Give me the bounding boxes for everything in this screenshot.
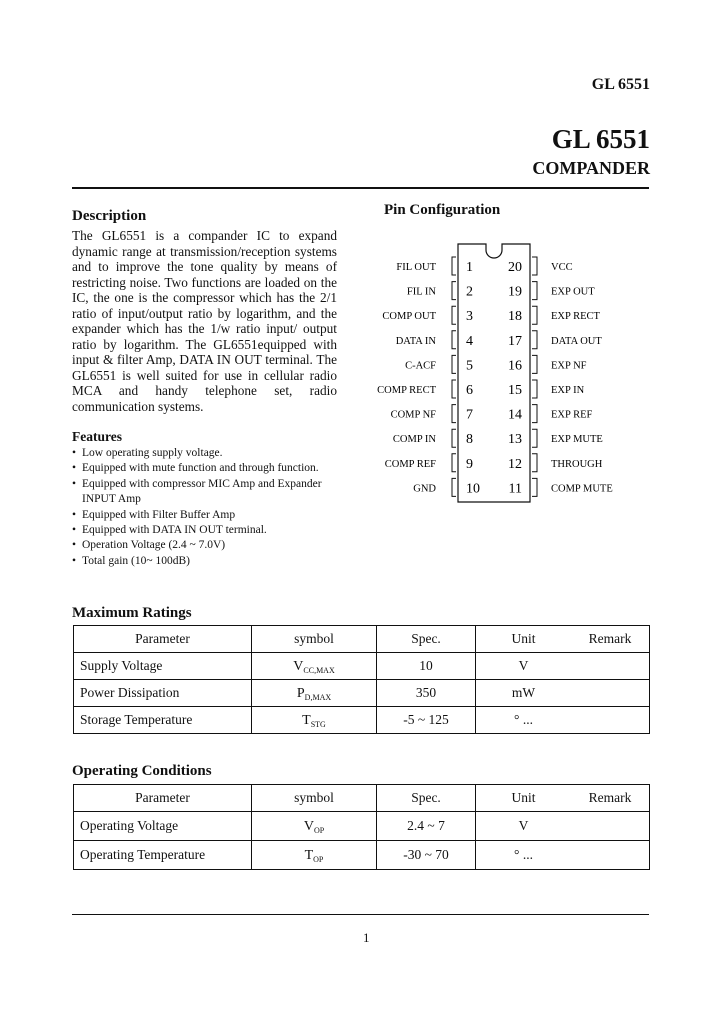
- pin-label: EXP RECT: [551, 311, 600, 323]
- pin-label: COMP OUT: [382, 311, 436, 323]
- pin-label: EXP REF: [551, 409, 593, 421]
- col-header-unit: Unit: [476, 785, 572, 812]
- cell-parameter: Storage Temperature: [74, 707, 252, 734]
- pin-number: 1: [466, 260, 473, 275]
- pin-lead: [452, 355, 456, 373]
- maximum-ratings-heading: Maximum Ratings: [72, 605, 192, 621]
- pin-right-17: [508, 331, 602, 349]
- pin-left-7: [391, 405, 473, 423]
- page-title: GL 6551: [551, 124, 650, 154]
- col-header-parameter: Parameter: [74, 785, 252, 812]
- features-list: [72, 446, 347, 569]
- pin-lead: [532, 282, 537, 300]
- pin-lead: [452, 454, 456, 472]
- pin-right-14: [508, 405, 592, 423]
- pin-label: COMP IN: [392, 434, 436, 446]
- pin-lead: [452, 429, 456, 447]
- feature-item: • Equipped with Filter Buffer Amp: [72, 508, 347, 523]
- symbol-letter: T: [304, 847, 314, 863]
- pin-diagram: [370, 236, 640, 506]
- pin-number: 8: [466, 432, 473, 448]
- pin-number: 18: [508, 309, 522, 325]
- pin-label: EXP NF: [551, 360, 587, 372]
- pin-label: VCC: [551, 262, 573, 273]
- cell-unit: ° ...: [476, 707, 572, 734]
- pin-lead: [532, 405, 537, 423]
- cell-unit: V: [476, 653, 572, 680]
- pin-label: C-ACF: [405, 360, 436, 372]
- features-heading: Features: [72, 429, 122, 444]
- pin-number: 15: [508, 383, 522, 398]
- col-header-parameter: Parameter: [74, 626, 252, 653]
- pin-left-2: [407, 282, 473, 300]
- pin-number: 7: [466, 407, 473, 423]
- pin-left-6: [377, 380, 473, 398]
- pin-left-8: [393, 429, 473, 447]
- cell-spec: -30 ~ 70: [377, 841, 476, 870]
- pin-lead: [532, 331, 537, 349]
- pin-lead: [452, 331, 456, 349]
- pin-lead: [452, 306, 456, 324]
- pin-number: 20: [508, 260, 522, 275]
- pin-right-12: [508, 454, 603, 472]
- feature-item: • Low operating supply voltage.: [72, 446, 347, 461]
- pin-lead: [452, 405, 456, 423]
- pin-right-19: [508, 282, 595, 300]
- pin-lead: [532, 454, 537, 472]
- pin-number: 12: [508, 456, 522, 472]
- feature-item: • Equipped with compressor MIC Amp and Expander INPUT Amp: [72, 477, 347, 508]
- pin-number: 3: [466, 309, 473, 325]
- page-number: 1: [363, 930, 370, 945]
- pin-label: EXP MUTE: [551, 434, 603, 446]
- table-row: [74, 812, 650, 841]
- feature-item: • Total gain (10~ 100dB): [72, 554, 347, 569]
- pin-label: GND: [413, 483, 436, 495]
- pin-label: COMP RECT: [377, 385, 436, 396]
- table-row: [74, 680, 650, 707]
- cell-symbol: [252, 653, 377, 680]
- operating-conditions-heading: Operating Conditions: [72, 763, 212, 779]
- cell-unit: V: [476, 812, 572, 841]
- feature-item: • Equipped with mute function and through function.: [72, 461, 347, 476]
- pin-number: 11: [508, 481, 522, 497]
- pin-lead: [532, 380, 537, 398]
- cell-remark: [571, 653, 650, 680]
- col-header-remark: Remark: [571, 626, 650, 653]
- table-header-row: [74, 626, 650, 653]
- pin-lead: [452, 257, 456, 275]
- cell-unit: mW: [476, 680, 572, 707]
- cell-spec: 350: [377, 680, 476, 707]
- cell-symbol: [252, 680, 377, 707]
- pin-left-5: [405, 355, 473, 373]
- table-row: [74, 841, 650, 870]
- pin-lead: [452, 282, 456, 300]
- col-header-symbol: symbol: [252, 785, 377, 812]
- cell-spec: -5 ~ 125: [377, 707, 476, 734]
- cell-remark: [571, 707, 650, 734]
- pin-right-11: [509, 478, 613, 496]
- description-body: The GL6551 is a compander IC to expand dynamic range at transmission/reception systems and to improve the tone quality by means of restricting noise. Two functions are loaded on the IC, the one is the compressor which has the 2/1 ratio of input/output ratio by logarithm, and the expander which has the 1/w ratio input/ output ratio by logarithm. The GL6551equipped with input & filter Amp, DATA IN OUT terminal. The GL6551 is well suited for use in cellular radio MCA and handy telephone set, radio communication systems.: [72, 228, 337, 414]
- pin-lead: [452, 478, 456, 496]
- symbol-subscript: OP: [313, 825, 325, 835]
- pin-right-20: [508, 257, 573, 275]
- pin-lead: [532, 257, 537, 275]
- pin-number: 10: [466, 481, 480, 497]
- pin-label: FIL IN: [406, 286, 436, 298]
- pin-left-9: [385, 454, 473, 472]
- bottom-rule: [72, 914, 649, 915]
- pin-number: 16: [508, 358, 522, 374]
- col-header-spec: Spec.: [377, 785, 476, 812]
- pin-lead: [532, 478, 537, 496]
- pin-number: 19: [508, 284, 522, 300]
- pin-lead: [532, 429, 537, 447]
- pin-label: EXP OUT: [551, 286, 595, 298]
- pin-number: 13: [508, 432, 522, 448]
- pin-lead: [532, 306, 537, 324]
- pin-label: COMP MUTE: [551, 483, 613, 495]
- symbol-subscript: CC,MAX: [303, 665, 335, 675]
- pin-number: 2: [466, 284, 473, 300]
- cell-symbol: [252, 841, 377, 870]
- pin-right-13: [508, 429, 603, 447]
- pin-label: DATA IN: [395, 335, 436, 347]
- pin-label: COMP REF: [384, 458, 436, 470]
- col-header-remark: Remark: [571, 785, 650, 812]
- cell-remark: [571, 812, 650, 841]
- col-header-spec: Spec.: [377, 626, 476, 653]
- symbol-subscript: STG: [310, 719, 326, 729]
- col-header-unit: Unit: [476, 626, 572, 653]
- cell-remark: [571, 841, 650, 870]
- operating-conditions-table: [73, 784, 650, 870]
- pin-number: 17: [508, 333, 522, 349]
- cell-remark: [571, 680, 650, 707]
- col-header-symbol: symbol: [252, 626, 377, 653]
- cell-parameter: Supply Voltage: [74, 653, 252, 680]
- symbol-letter: V: [293, 658, 304, 674]
- pin-right-15: [508, 380, 585, 398]
- pin-label: THROUGH: [551, 458, 603, 470]
- symbol-subscript: D,MAX: [304, 692, 332, 702]
- maximum-ratings-table: [73, 625, 650, 734]
- description-heading: Description: [72, 208, 147, 224]
- cell-symbol: [252, 812, 377, 841]
- pin-label: COMP NF: [390, 409, 436, 421]
- feature-item: • Operation Voltage (2.4 ~ 7.0V): [72, 538, 347, 553]
- pin-number: 5: [466, 358, 473, 374]
- table-row: [74, 707, 650, 734]
- table-row: [74, 653, 650, 680]
- pin-left-3: [382, 306, 473, 324]
- pin-label: DATA OUT: [551, 335, 602, 347]
- pin-number: 14: [508, 407, 522, 423]
- page-subtitle: COMPANDER: [532, 158, 650, 178]
- cell-parameter: Operating Voltage: [74, 812, 252, 841]
- symbol-subscript: OP: [313, 854, 324, 864]
- pin-right-16: [508, 355, 587, 373]
- pin-number: 4: [466, 333, 473, 349]
- symbol-letter: T: [302, 712, 311, 728]
- pin-configuration-heading: Pin Configuration: [384, 202, 501, 218]
- pin-left-1: [396, 257, 473, 275]
- pin-right-18: [508, 306, 600, 324]
- pin-left-4: [396, 331, 473, 349]
- pin-number: 9: [466, 456, 473, 472]
- cell-parameter: Operating Temperature: [74, 841, 252, 870]
- pin-lead: [532, 355, 537, 373]
- cell-unit: ° ...: [476, 841, 572, 870]
- cell-parameter: Power Dissipation: [74, 680, 252, 707]
- top-rule: [72, 187, 649, 189]
- table-header-row: [74, 785, 650, 812]
- pin-number: 6: [466, 383, 473, 398]
- feature-item: • Equipped with DATA IN OUT terminal.: [72, 523, 347, 538]
- header-part-code: GL 6551: [591, 76, 650, 93]
- pin-label: EXP IN: [551, 385, 585, 396]
- symbol-letter: V: [303, 818, 314, 834]
- cell-spec: 2.4 ~ 7: [377, 812, 476, 841]
- cell-symbol: [252, 707, 377, 734]
- symbol-letter: P: [296, 685, 305, 701]
- pin-left-10: [413, 478, 480, 496]
- pin-label: FIL OUT: [396, 262, 436, 273]
- pin-lead: [452, 380, 456, 398]
- cell-spec: 10: [377, 653, 476, 680]
